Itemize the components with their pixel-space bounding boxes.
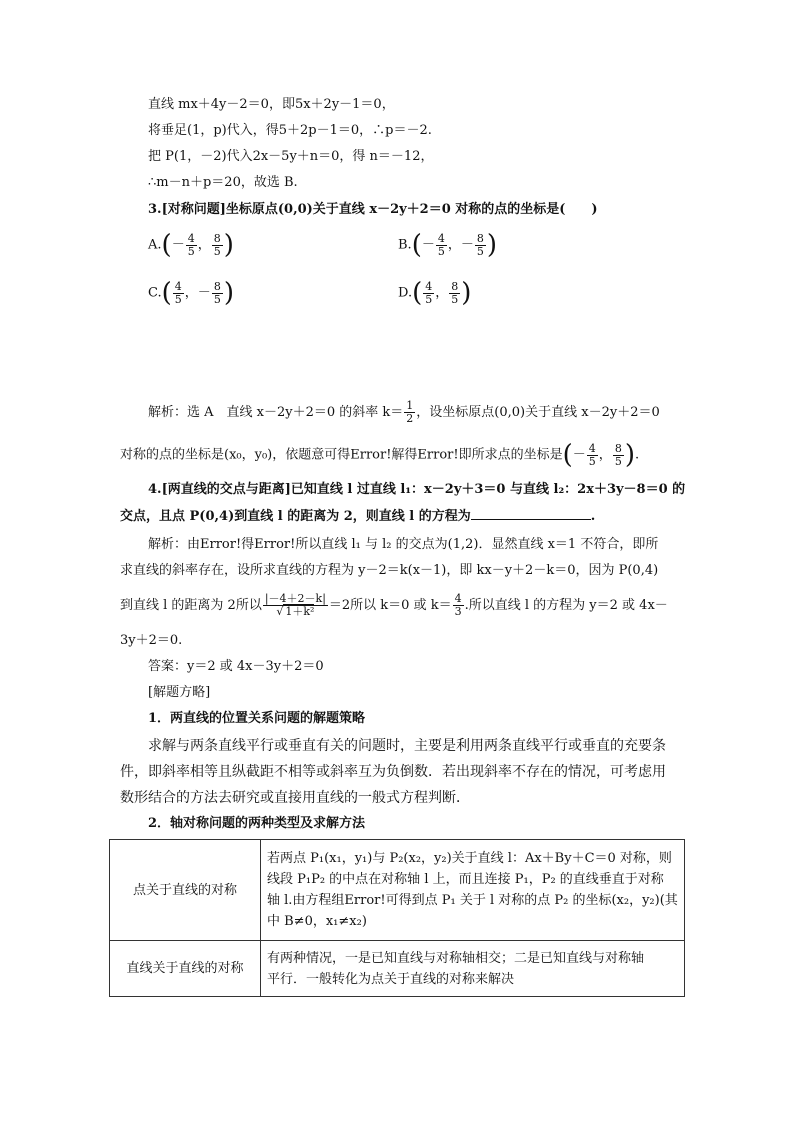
table-row-header: 点关于直线的对称	[110, 840, 261, 941]
table-row-content	[261, 840, 685, 941]
q3-analysis-line-1	[148, 400, 660, 425]
strategy-1-line-2: 件，即斜率相等且纵截距不相等或斜率互为负倒数．若出现斜率不存在的情况，可考虑用	[120, 764, 666, 780]
q3-analysis-text: ，设坐标原点(0,0)关于直线 x－2y＋2＝0	[416, 405, 660, 420]
table-content-line: 若两点 P₁(x₁，y₁)与 P₂(x₂，y₂)关于直线 l：Ax＋By＋C＝0 对称，则	[267, 851, 672, 866]
strategy-2-title: 2．轴对称问题的两种类型及求解方法	[148, 816, 366, 831]
option-d: D.( $\frac{4}{5}$ ， $\frac{8}{5}$ )	[398, 278, 472, 308]
question-3-stem: 3.[对称问题]坐标原点(0,0)关于直线 x－2y＋2＝0 对称的点的坐标是( )	[148, 202, 598, 217]
q3-analysis-text: 解析：选 A 直线 x－2y＋2＝0 的斜率 k＝	[148, 405, 404, 420]
q4-analysis-text: 到直线 l 的距离为 2所以	[120, 598, 262, 613]
question-4-stem-end: .	[590, 509, 596, 524]
question-4-stem-text: 交点，且点 P(0,4)到直线 l 的距离为 2，则直线 l 的方程为	[120, 509, 471, 524]
table-row-header: 直线关于直线的对称	[110, 941, 261, 997]
option-sign: －	[421, 237, 435, 253]
option-fraction: $\frac{8}{5}$	[476, 231, 484, 258]
distance-fraction: $\frac{|-4+2-k|}{\text{√ 1＋k²}}$	[264, 592, 326, 618]
q3-analysis-line-2: 对称的点的坐标是(x₀，y₀)，依题意可得Error!解得Error!即所求点的坐标是(－ $\frac{4}{5}$ ， $\frac{8}{5}$ ).	[120, 440, 640, 470]
strategy-1-title: 1．两直线的位置关系问题的解题策略	[148, 711, 366, 726]
symmetry-table	[109, 839, 685, 997]
table-content-line: 平行．一般转化为点关于直线的对称来解决	[267, 971, 515, 987]
q4-analysis-line-2: 求直线的斜率存在，设所求直线的方程为 y－2＝k(x－1)，即 kx－y＋2－k＝0，因为 P(0,4)	[120, 563, 659, 578]
solution-line-2: 将垂足(1，p)代入，得5＋2p－1＝0，∴p＝－2.	[148, 123, 432, 138]
option-fraction: $\frac{4}{5}$	[187, 231, 195, 258]
option-fraction: $\frac{8}{5}$	[213, 231, 221, 258]
option-fraction: $\frac{4}{5}$	[437, 231, 445, 258]
answer-fraction: $\frac{4}{5}$	[588, 441, 596, 468]
table-content-line: 轴 l.由方程组Error!可得到点 P₁ 关于 l 对称的点 P₂ 的坐标(x₂，y₂)(其	[267, 893, 678, 908]
strategy-1-line-3: 数形结合的方法去研究或直接用直线的一般式方程判断．	[120, 790, 470, 806]
solution-line-3: 把 P(1，－2)代入2x－5y＋n＝0，得 n＝－12，	[148, 149, 434, 164]
option-fraction: $\frac{8}{5}$	[213, 279, 221, 306]
question-4-stem-line-1: 4.[两直线的交点与距离]已知直线 l 过直线 l₁：x－2y＋3＝0 与直线 l₂：2x＋3y－8＝0 的	[148, 482, 686, 497]
option-sign: －	[197, 285, 211, 301]
slope-fraction: $\frac{1}{2}$	[406, 399, 414, 425]
strategy-1-line-1: 求解与两条直线平行或垂直有关的问题时，主要是利用两条直线平行或垂直的充要条	[148, 738, 666, 754]
option-b: B.(－ $\frac{4}{5}$ ，－ $\frac{8}{5}$ )	[398, 230, 498, 260]
q4-analysis-text: ＝2所以 k＝0 或 k＝	[328, 598, 452, 613]
table-row	[110, 941, 685, 997]
option-fraction: $\frac{8}{5}$	[451, 279, 459, 306]
table-row	[110, 840, 685, 941]
option-label: C.	[148, 285, 162, 301]
solution-line-4: ∴m－n＋p＝20，故选 B.	[148, 175, 298, 190]
option-fraction: $\frac{4}{5}$	[425, 279, 433, 306]
q4-answer: 答案：y＝2 或 4x－3y＋2＝0	[148, 659, 324, 674]
table-content-line: 中 B≠0，x₁≠x₂)	[267, 914, 367, 929]
table-row-content	[261, 941, 685, 997]
q4-analysis-text: .所以直线 l 的方程为 y＝2 或 4x－	[464, 598, 668, 613]
option-fraction: $\frac{4}{5}$	[174, 279, 182, 306]
option-label: D.	[398, 285, 413, 301]
solution-line-1: 直线 mx＋4y－2＝0，即5x＋2y－1＝0，	[148, 97, 395, 112]
option-sign: －	[460, 237, 474, 253]
k-fraction: $\frac{4}{3}$	[454, 592, 462, 618]
answer-blank	[471, 507, 591, 520]
question-4-stem-line-2	[120, 507, 595, 526]
q4-analysis-line-1: 解析：由Error!得Error!所以直线 l₁ 与 l₂ 的交点为(1,2)．显然直线 x＝1 不符合，即所	[148, 537, 659, 552]
answer-fraction: $\frac{8}{5}$	[614, 441, 622, 468]
table-content-line: 线段 P₁P₂ 的中点在对称轴 l 上，而且连接 P₁，P₂ 的直线垂直于对称	[267, 872, 664, 887]
option-a: A.(－ $\frac{4}{5}$ ， $\frac{8}{5}$ )	[148, 230, 234, 260]
option-label: A.	[148, 237, 162, 253]
q3-analysis-text: 对称的点的坐标是(x₀，y₀)，依题意可得Error!解得Error!即所求点的坐标是	[120, 447, 563, 463]
option-label: B.	[398, 237, 412, 253]
option-c: C.( $\frac{4}{5}$ ，－ $\frac{8}{5}$ )	[148, 278, 234, 308]
option-sign: －	[171, 237, 185, 253]
strategy-heading: [解题方略]	[148, 685, 211, 700]
table-content-line: 有两种情况，一是已知直线与对称轴相交；二是已知直线与对称轴	[267, 950, 645, 966]
q4-analysis-line-3	[120, 593, 668, 618]
q4-analysis-line-4: 3y＋2＝0.	[120, 633, 183, 648]
answer-sign: －	[572, 447, 586, 463]
